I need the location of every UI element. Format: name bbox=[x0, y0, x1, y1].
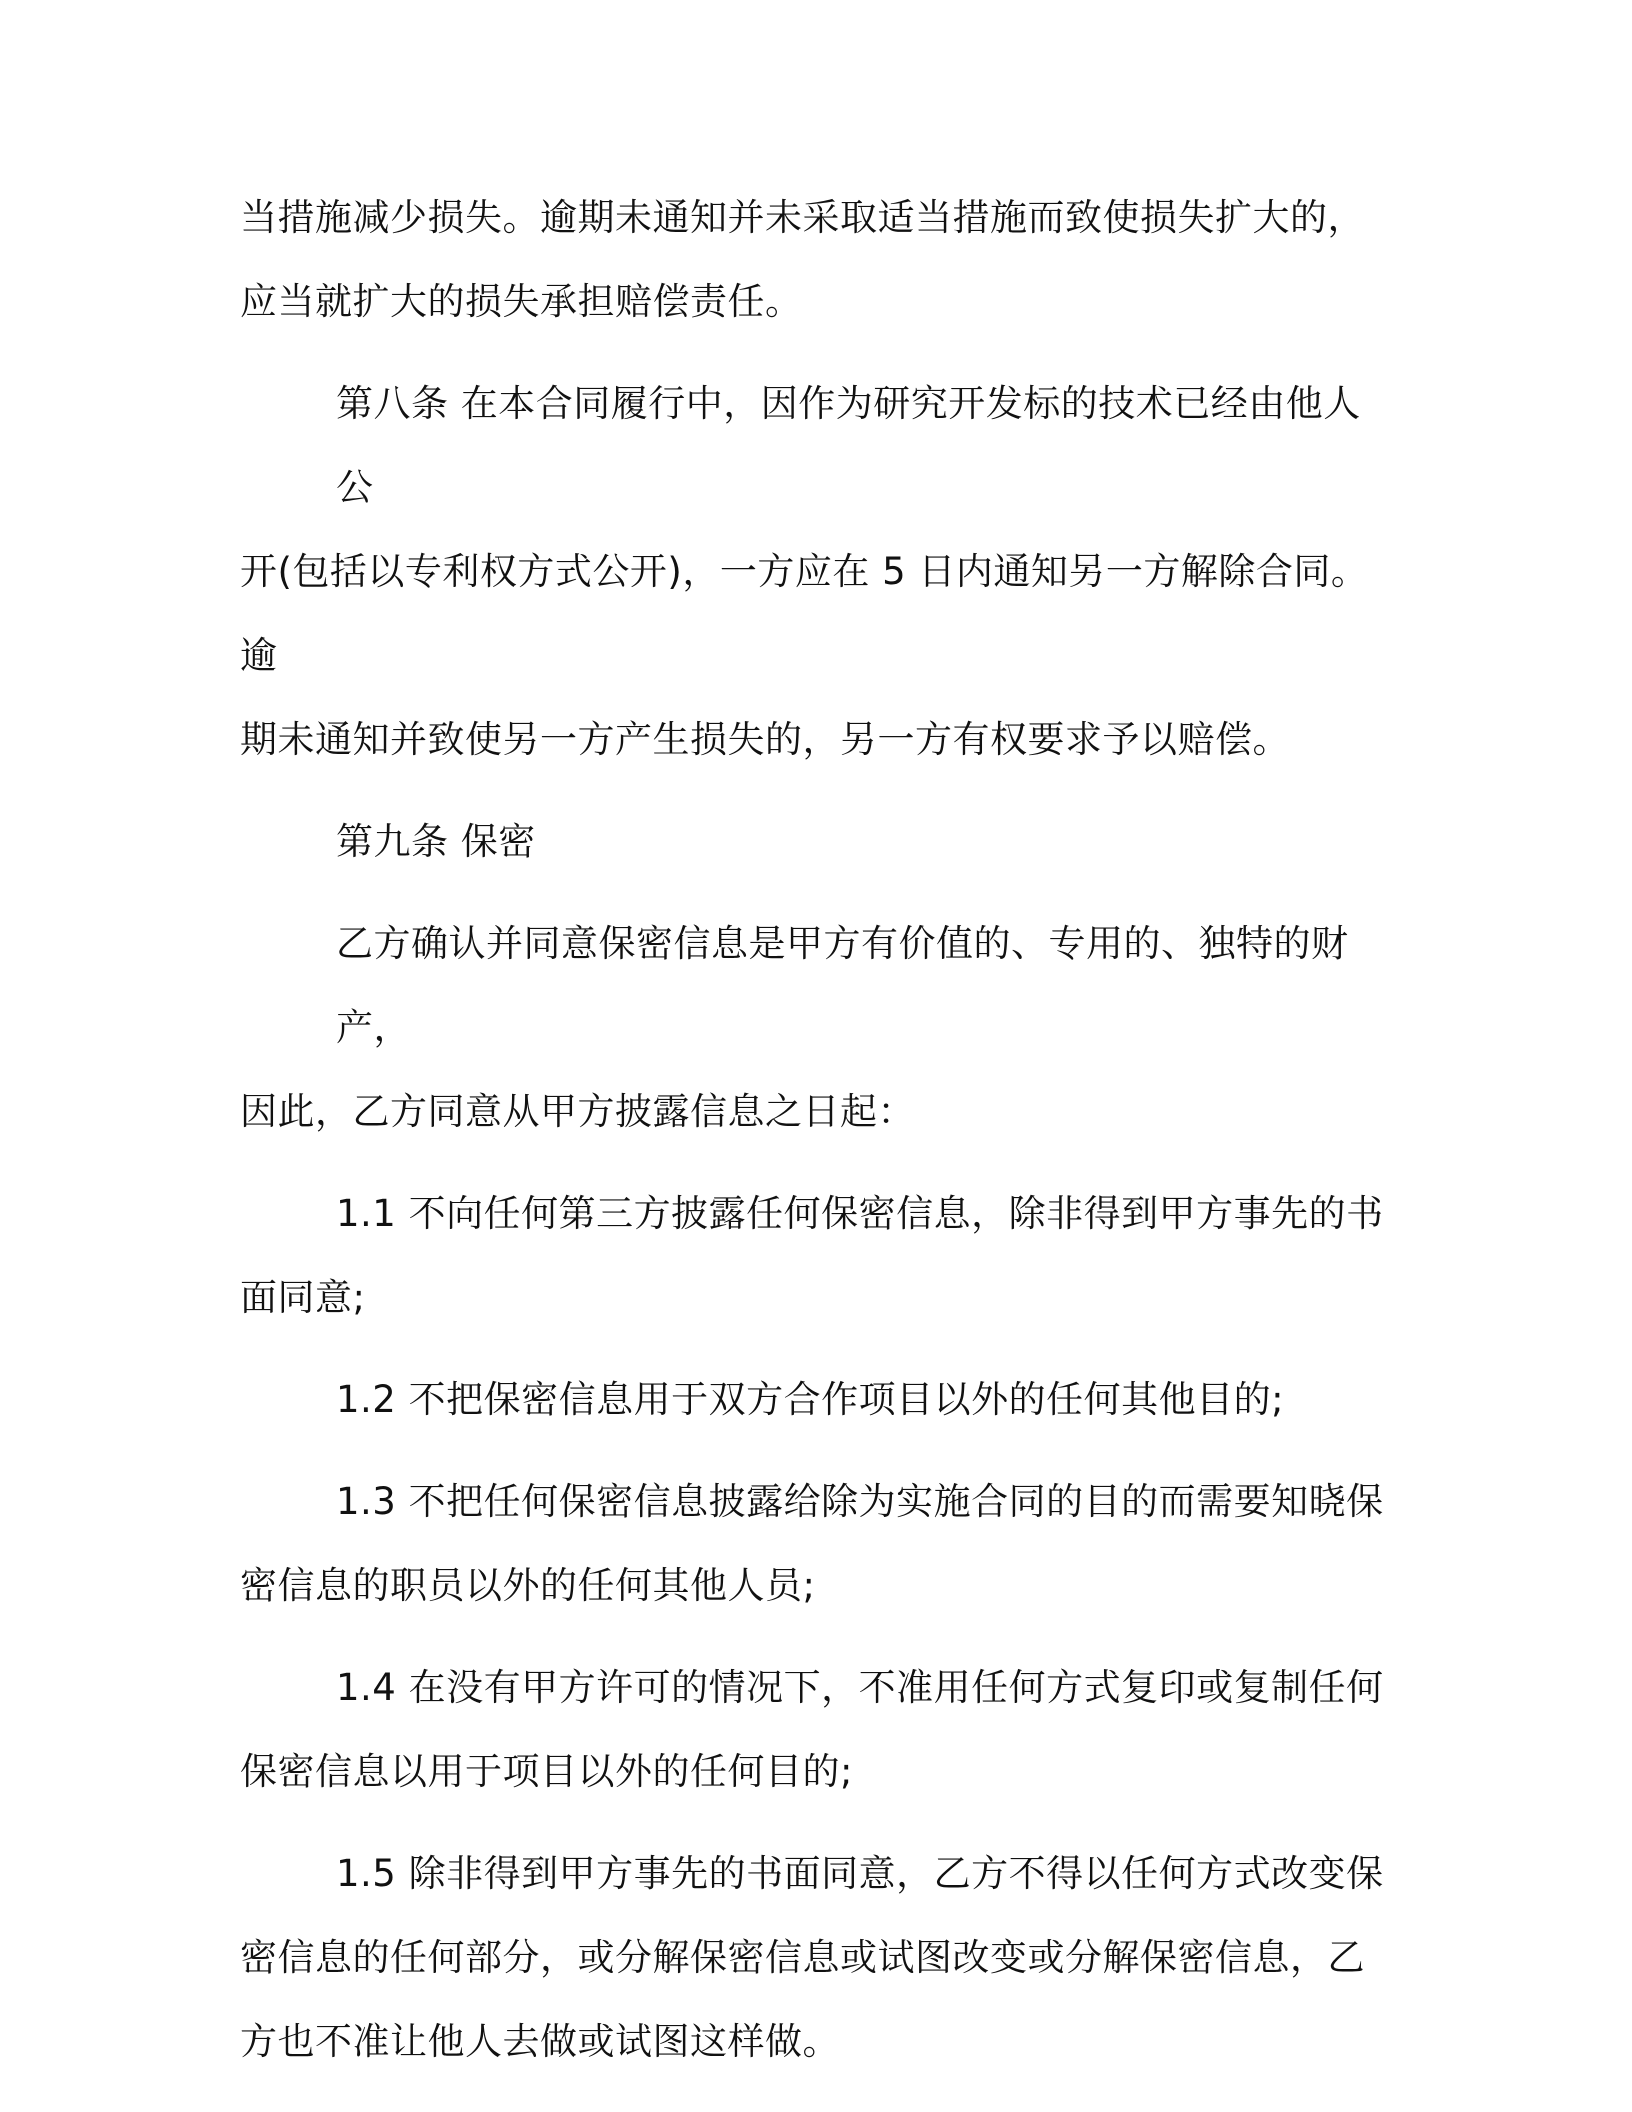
clause-1-2 bbox=[240, 1358, 1390, 1442]
clause-1-5 bbox=[240, 1832, 1390, 2084]
clause-1-4 bbox=[240, 1646, 1390, 1814]
text-line: 开(包括以专利权方式公开)，一方应在 5 日内通知另一方解除合同。逾 bbox=[240, 550, 1369, 677]
text-line: 方也不准让他人去做或试图这样做。 bbox=[240, 2020, 840, 2063]
text-line: 1.3 不把任何保密信息披露给除为实施合同的目的而需要知晓保 bbox=[336, 1480, 1384, 1523]
text-line: 1.1 不向任何第三方披露任何保密信息，除非得到甲方事先的书 bbox=[336, 1192, 1384, 1235]
clause-1-3 bbox=[240, 1460, 1390, 1628]
paragraph-article-8 bbox=[240, 362, 1390, 782]
paragraph-continuation bbox=[240, 176, 1390, 344]
text-line: 第八条 在本合同履行中，因作为研究开发标的技术已经由他人公 bbox=[336, 382, 1361, 509]
text-line: 密信息的职员以外的任何其他人员; bbox=[240, 1564, 816, 1607]
text-line: 1.5 除非得到甲方事先的书面同意，乙方不得以任何方式改变保 bbox=[336, 1852, 1384, 1895]
text-line: 面同意; bbox=[240, 1276, 366, 1319]
text-line: 当措施减少损失。逾期未通知并未采取适当措施而致使损失扩大的， bbox=[240, 196, 1365, 239]
text-line: 密信息的任何部分，或分解保密信息或试图改变或分解保密信息，乙 bbox=[240, 1936, 1365, 1979]
text-line: 第九条 保密 bbox=[336, 820, 536, 863]
document-body bbox=[240, 176, 1390, 2102]
paragraph-confidentiality-intro bbox=[240, 902, 1390, 1154]
text-line: 期未通知并致使另一方产生损失的，另一方有权要求予以赔偿。 bbox=[240, 718, 1290, 761]
text-line: 乙方确认并同意保密信息是甲方有价值的、专用的、独特的财产， bbox=[336, 922, 1349, 1049]
text-line: 保密信息以用于项目以外的任何目的; bbox=[240, 1750, 853, 1793]
text-line: 1.4 在没有甲方许可的情况下，不准用任何方式复印或复制任何 bbox=[336, 1666, 1384, 1709]
clause-1-1 bbox=[240, 1172, 1390, 1340]
text-line: 1.2 不把保密信息用于双方合作项目以外的任何其他目的; bbox=[336, 1378, 1285, 1421]
text-line: 应当就扩大的损失承担赔偿责任。 bbox=[240, 280, 803, 323]
text-line: 因此，乙方同意从甲方披露信息之日起： bbox=[240, 1090, 915, 1133]
section-heading-article-9 bbox=[240, 800, 1390, 884]
